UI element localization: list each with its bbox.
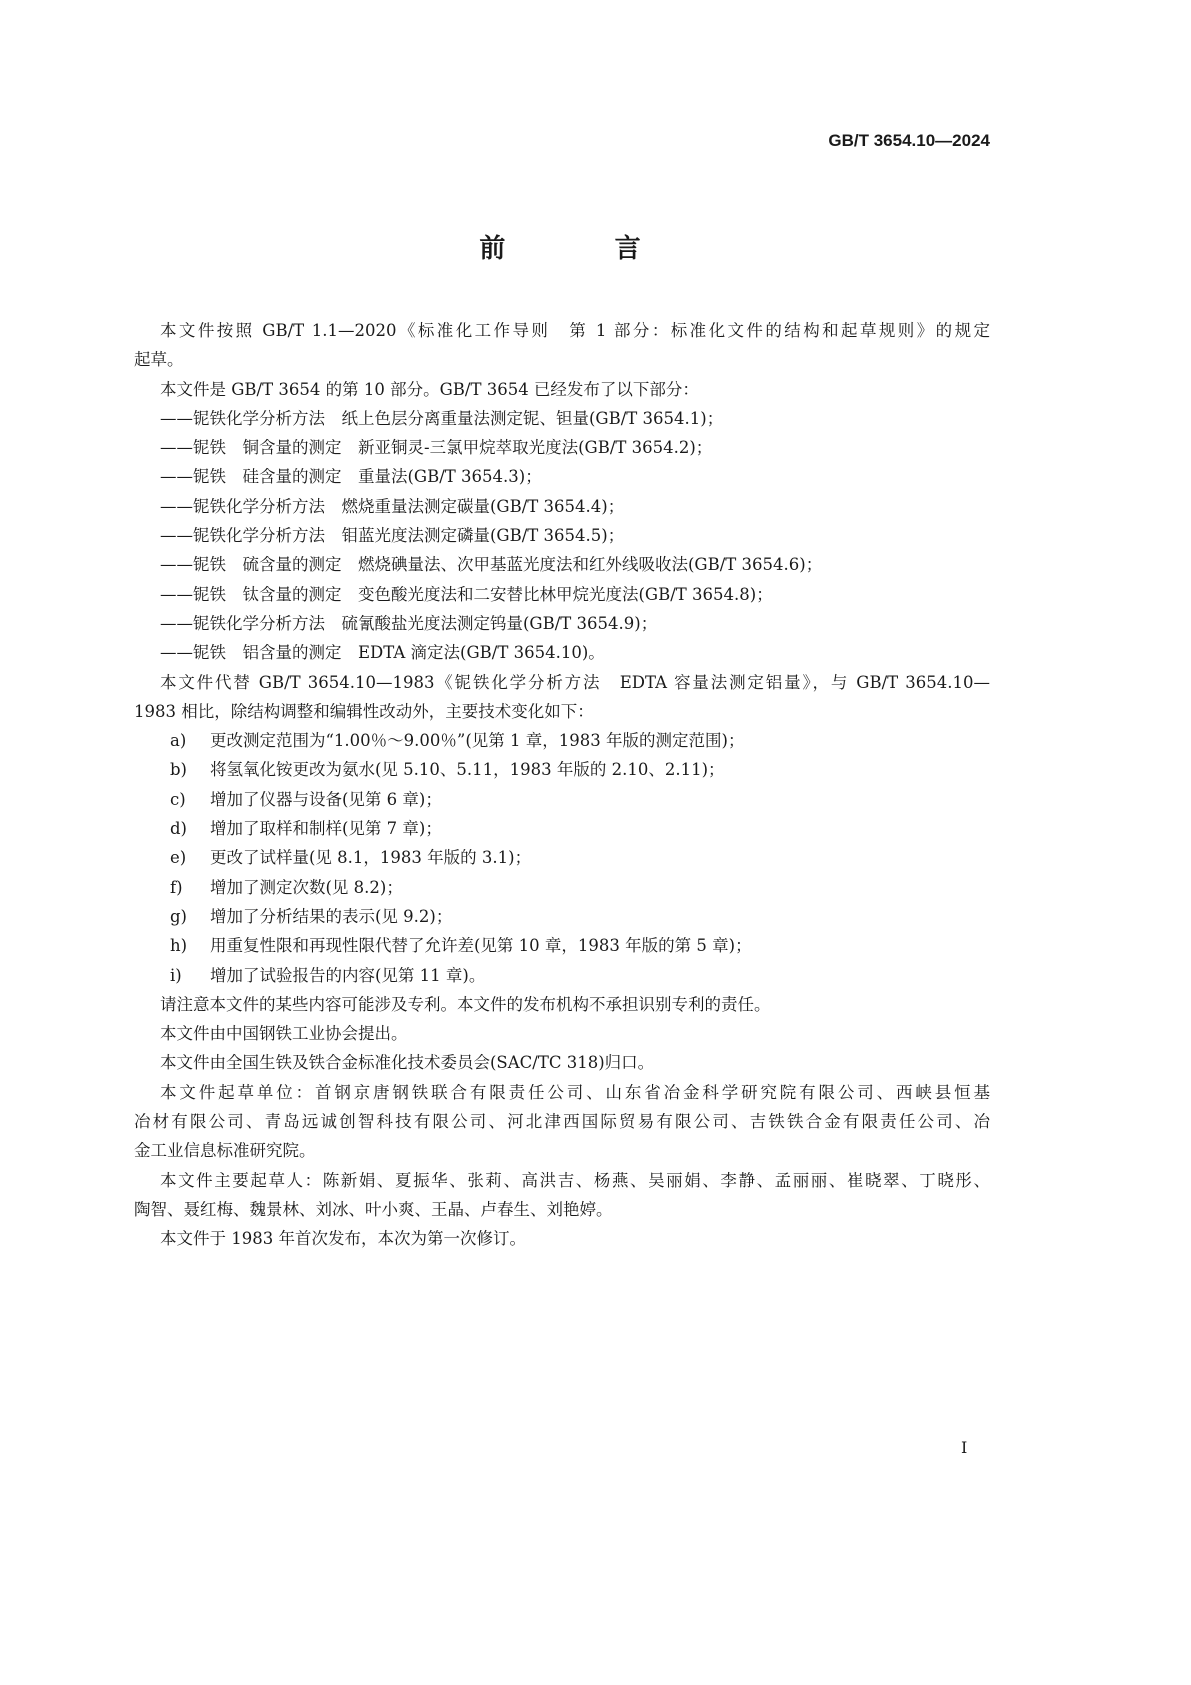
- change-item: [134, 902, 990, 931]
- change-item-text: 用重复性限和再现性限代替了允许差(见第 10 章，1983 年版的第 5 章)；: [210, 936, 752, 956]
- change-item: [134, 814, 990, 843]
- paragraph-line: 本文件按照 GB/T 1.1—2020《标准化工作导则 第 1 部分：标准化文件的结构和起草规则》的规定: [160, 321, 990, 340]
- change-item-label: b): [170, 760, 187, 780]
- foreword-body: [134, 316, 990, 1254]
- change-item-text: 更改了试样量(见 8.1，1983 年版的 3.1)；: [210, 848, 532, 868]
- document-number: GB/T 3654.10—2024: [828, 131, 990, 150]
- change-item: [134, 785, 990, 814]
- paragraph-line: 冶材有限公司、青岛远诚创智科技有限公司、河北津西国际贸易有限公司、吉铁铁合金有限责任公司、冶: [134, 1112, 990, 1132]
- paragraph: 本文件由全国生铁及铁合金标准化技术委员会(SAC/TC 318)归口。: [160, 1053, 655, 1073]
- list-item: ——铌铁 硫含量的测定 燃烧碘量法、次甲基蓝光度法和红外线吸收法(GB/T 3654.6)；: [160, 555, 823, 575]
- change-item: [134, 843, 990, 872]
- paragraph-line: 金工业信息标准研究院。: [134, 1141, 316, 1161]
- paragraph: 请注意本文件的某些内容可能涉及专利。本文件的发布机构不承担识别专利的责任。: [160, 994, 771, 1014]
- paragraph: 本文件由中国钢铁工业协会提出。: [160, 1024, 408, 1044]
- change-item-text: 增加了仪器与设备(见第 6 章)；: [210, 789, 442, 809]
- paragraph-line: 本文件主要起草人：陈新娟、夏振华、张莉、高洪吉、杨燕、吴丽娟、李静、孟丽丽、崔晓翠、丁晓彤、: [160, 1170, 990, 1190]
- change-item-text: 将氢氧化铵更改为氨水(见 5.10、5.11，1983 年版的 2.10、2.11)；: [210, 760, 725, 780]
- change-item-text: 增加了分析结果的表示(见 9.2)；: [210, 906, 453, 926]
- list-item: ——铌铁化学分析方法 硫氰酸盐光度法测定钨量(GB/T 3654.9)；: [160, 613, 658, 633]
- list-item: ——铌铁化学分析方法 燃烧重量法测定碳量(GB/T 3654.4)；: [160, 496, 625, 516]
- change-item-label: a): [170, 731, 187, 751]
- change-item: [134, 726, 990, 755]
- paragraph-line: 本文件代替 GB/T 3654.10—1983《铌铁化学分析方法 EDTA 容量法测定铝量》，与 GB/T 3654.10—: [160, 672, 990, 692]
- paragraph-line: 陶智、聂红梅、魏景林、刘冰、叶小爽、王晶、卢春生、刘艳婷。: [134, 1199, 613, 1219]
- change-item: [134, 755, 990, 784]
- paragraph: 本文件是 GB/T 3654 的第 10 部分。GB/T 3654 已经发布了以下部分：: [160, 379, 699, 399]
- list-item: ——铌铁 钛含量的测定 变色酸光度法和二安替比林甲烷光度法(GB/T 3654.8)；: [160, 584, 773, 604]
- paragraph-line: 本文件起草单位：首钢京唐钢铁联合有限责任公司、山东省冶金科学研究院有限公司、西峡县恒基: [160, 1082, 990, 1102]
- change-item-text: 更改测定范围为“1.00％～9.00％”(见第 1 章，1983 年版的测定范围)；: [210, 731, 745, 751]
- change-item-label: f): [170, 877, 183, 897]
- change-item: [134, 961, 990, 990]
- list-item: ——铌铁化学分析方法 钼蓝光度法测定磷量(GB/T 3654.5)；: [160, 526, 625, 546]
- list-item: ——铌铁 铝含量的测定 EDTA 滴定法(GB/T 3654.10)。: [160, 643, 605, 663]
- list-item: ——铌铁 硅含量的测定 重量法(GB/T 3654.3)；: [160, 467, 542, 487]
- paragraph-line: 起草。: [134, 350, 184, 370]
- change-item-text: 增加了测定次数(见 8.2)；: [210, 877, 403, 897]
- paragraph: 本文件于 1983 年首次发布，本次为第一次修订。: [160, 1229, 526, 1249]
- change-item: [134, 873, 990, 902]
- list-item: ——铌铁 铜含量的测定 新亚铜灵-三氯甲烷萃取光度法(GB/T 3654.2)；: [160, 438, 713, 458]
- change-item-label: h): [170, 936, 188, 956]
- change-item-text: 增加了试验报告的内容(见第 11 章)。: [210, 965, 486, 985]
- page-number: I: [961, 1438, 968, 1457]
- change-item-label: g): [170, 906, 187, 926]
- change-item-label: d): [170, 819, 187, 839]
- page-title: 前 言: [479, 234, 683, 264]
- change-item-text: 增加了取样和制样(见第 7 章)；: [210, 819, 442, 839]
- list-item: ——铌铁化学分析方法 纸上色层分离重量法测定铌、钽量(GB/T 3654.1)；: [160, 408, 724, 428]
- change-item: [134, 931, 990, 960]
- change-item-label: c): [170, 789, 186, 809]
- paragraph-line: 1983 相比，除结构调整和编辑性改动外，主要技术变化如下：: [134, 701, 594, 721]
- change-item-label: i): [170, 965, 182, 985]
- change-item-label: e): [170, 848, 187, 868]
